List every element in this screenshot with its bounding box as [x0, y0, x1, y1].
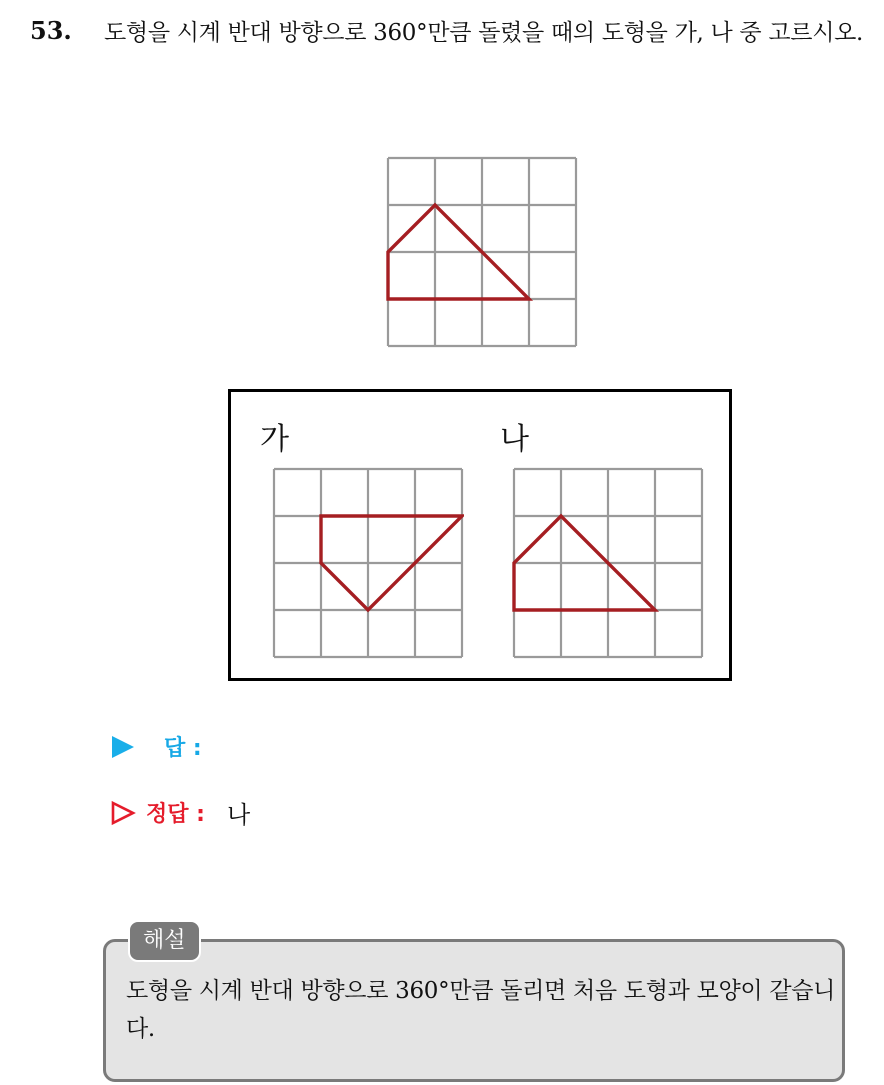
correct-answer-label: 정답 : [146, 802, 205, 827]
explanation-text: 도형을 시계 반대 방향으로 360°만큼 돌리면 처음 도형과 모양이 같습니다. [126, 978, 836, 1042]
solid-triangle-icon [110, 734, 136, 760]
original-figure [386, 156, 578, 348]
question-text: 도형을 시계 반대 방향으로 360°만큼 돌렸을 때의 도형을 가, 나 중 고르시오. [104, 20, 864, 46]
explanation-tag: 해설 [128, 920, 201, 962]
option-ga-grid [274, 469, 462, 657]
correct-answer-value: 나 [226, 801, 251, 829]
correct-answer-row [110, 795, 250, 830]
option-label-na: 나 [500, 422, 529, 457]
option-na-figure [512, 467, 704, 659]
question-number: 53. [30, 16, 72, 45]
option-label-ga: 가 [260, 422, 289, 457]
option-ga-figure [272, 467, 464, 659]
outline-triangle-icon [110, 800, 136, 826]
answer-label: 답 : [164, 736, 202, 761]
answer-row [110, 731, 202, 762]
